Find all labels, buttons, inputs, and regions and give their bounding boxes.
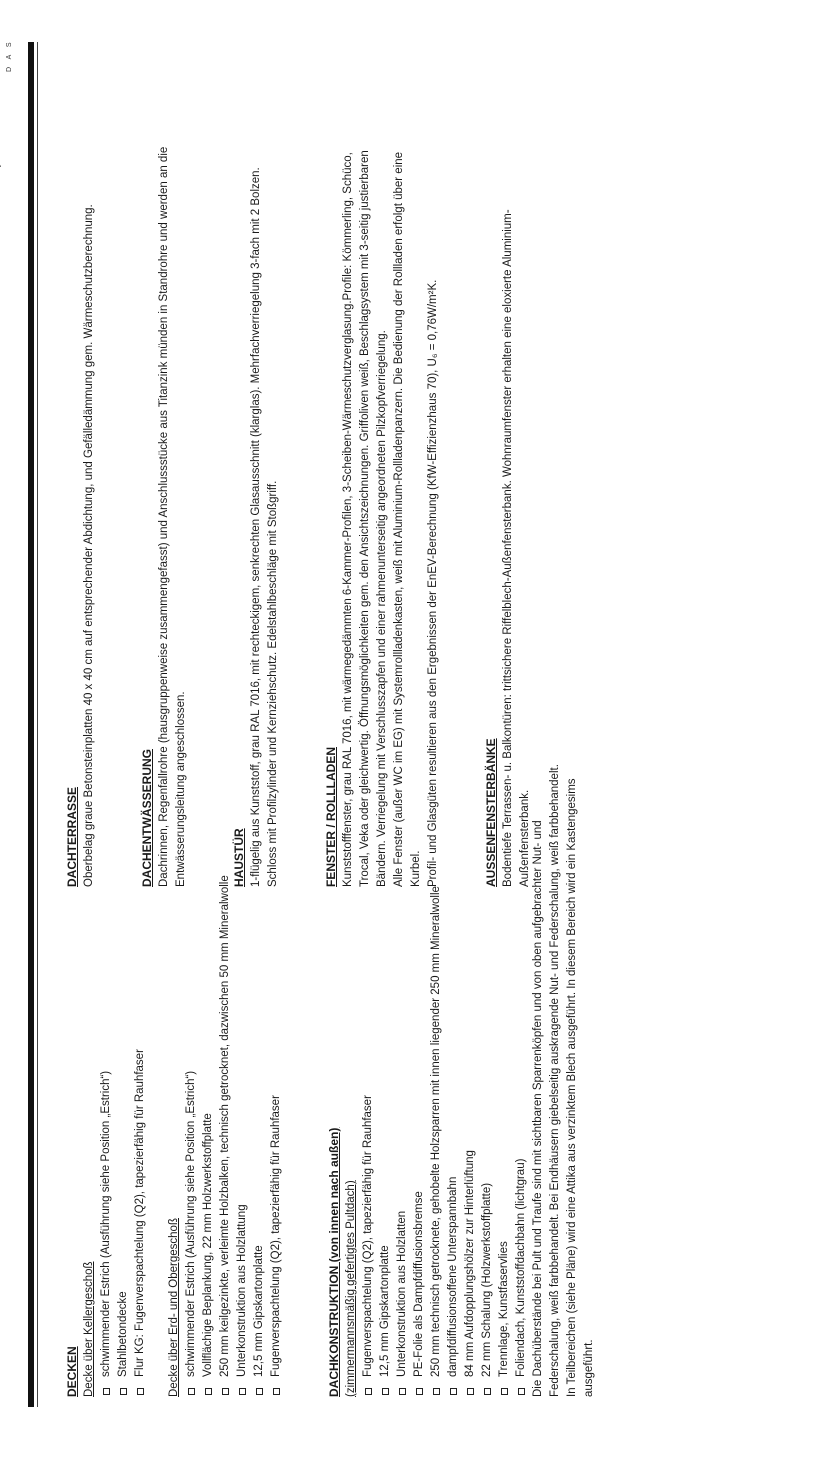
list-item: Flur KG: Fugenverspachtelung (Q2), tapezierfähig für Rauhfaser	[132, 757, 149, 1397]
list-item: 250 mm technisch getrocknete, gehobelte Holzsparren mit innen liegender 250 mm Mineralwolle	[428, 757, 445, 1397]
right-column	[64, 127, 558, 887]
list-item: Unterkonstruktion aus Holzlatten	[394, 757, 411, 1397]
dachentwaesserung-text: Dachrinnen, Regenfallrohre (hausgruppenweise zusammengefasst) und Anschlussstücke aus Titanzink münden in Standrohre und werden an die Entwässerungsleitung angeschlossen.	[158, 146, 187, 887]
list-item: 84 mm Aufdopplungshölzer zur Hinterlüftung	[462, 757, 479, 1397]
fenster-text-1: Kunststofffenster, grau RAL 7016, mit wärmegedämmten 6-Kammer-Profilen, 3-Scheiben-Wärmeschutzverglasung.Profile: Kömmerling, Schüco, Trocal, Veka oder gleichwertig. Öffnungsmöglichkeiten gem. den Ansichtszeichnungen. Griffoliven weiß, Beschlagsystem mit 3-seitig justierbaren Bändern. Verriegelung mit Verschlusszapfen und einer rahmenunterseitig angeordneten Pilzkopfverriegelung.	[342, 150, 388, 887]
list-item: Vollflächige Beplankung, 22 mm Holzwerkstoffplatte	[200, 757, 217, 1397]
aussenfensterbaenke-text: Bodentiefe Terrassen- u. Balkontüren: trittsichere Riffelblech-Außenfensterbank. Wohnraumfenster erhalten eine eloxierte Aluminium-Außenfensterbank.	[502, 209, 531, 887]
dachterrasse-text: Oberbelag graue Betonsteinplatten 40 x 40 cm auf entsprechender Abdichtung, und Gefälledämmung gem. Wärmeschutzberechnung.	[83, 204, 95, 887]
heading-decken: DECKEN	[65, 1346, 79, 1397]
heading-aussenfensterbaenke: AUSSENFENSTERBÄNKE	[484, 738, 498, 887]
list-item: schwimmender Estrich (Ausführung siehe Position „Estrich“)	[98, 757, 115, 1397]
fenster-text-3: Profil- und Glasgüten resultieren aus den Ergebnissen der EnEV-Berechnung (KfW-Effizienzhaus 70), U₆ = 0,76W/m²K.	[427, 279, 439, 887]
heading-dachentwaesserung: DACHENTWÄSSERUNG	[140, 749, 154, 887]
list-item: Trennlage, Kunstfaservlies	[496, 757, 513, 1397]
heading-dachterrasse: DACHTERRASSE	[65, 786, 79, 887]
list-item: 12,5 mm Gipskartonplatte	[251, 757, 268, 1397]
section-dachentwaesserung	[139, 127, 190, 887]
list-item: Unterkonstruktion aus Holzlattung	[234, 757, 251, 1397]
list-item: Stahlbetondecke	[115, 757, 132, 1397]
subheading-kellergeschoss: Decke über Kellergeschoß	[83, 1261, 95, 1397]
pen-stroke	[0, 14, 1, 167]
list-item: Fugenverspachtelung (Q2), tapezierfähig für Rauhfaser	[360, 757, 377, 1397]
section-aussenfensterbaenke	[483, 127, 534, 887]
list-item: PE-Folie als Dampfdiffusionsbremse	[411, 757, 428, 1397]
list-item: 250 mm keilgezinkte, verleimte Holzbalken, technisch getrocknet, dazwischen 50 mm Mineralwolle	[217, 757, 234, 1397]
haustuer-text: 1-flügelig aus Kunststoff, grau RAL 7016, mit rechteckigem, senkrechten Glasausschnitt (klarglas). Mehrfachverriegelung 3-fach mit 2 Bolzen. Schloss mit Profilzylinder und Kernziehschutz. Edelstahlbeschläge mit Stoßgriff.	[250, 167, 279, 887]
list-item: 12,5 mm Gipskartonplatte	[377, 757, 394, 1397]
stamp-text: D A S	[6, 39, 13, 72]
header-rule	[28, 42, 34, 1407]
header-rule-thin	[37, 42, 38, 1407]
heading-haustuer: HAUSTÜR	[232, 828, 246, 887]
heading-fenster-rollladen: FENSTER / ROLLLADEN	[324, 747, 338, 887]
heading-dachkonstruktion: DACHKONSTRUKTION (von innen nach außen)	[327, 1127, 341, 1397]
section-fenster-rollladen	[323, 127, 442, 887]
subheading-pultdach: (zimmermannsmäßig gefertigtes Pultdach)	[345, 1180, 357, 1397]
list-item: schwimmender Estrich (Ausführung siehe Position „Estrich“)	[183, 757, 200, 1397]
section-haustuer	[231, 127, 282, 887]
fenster-text-2: Alle Fenster (außer WC im EG) mit Systemrollladenkasten, weiß mit Aluminium-Rollladenpanzern. Die Bedienung der Rollladen erfolgt über eine Kurbel.	[393, 151, 422, 887]
dachueberstand-note: Die Dachüberstände bei Pult und Traufe sind mit sichtbaren Sparrenköpfen und von oben aufgebrachter Nut- und Federschalung, weiß farbbehandelt. Bei Endhäusern giebelseitig auskragende Nut- und Federschalung, weiß farbbehandelt. In Teilbereichen (siehe Pläne) wird eine Attika aus verzinktem Blech ausgeführt. In diesem Bereich wird ein Kastengesims ausgeführt.	[532, 764, 595, 1397]
section-dachterrasse	[64, 127, 98, 887]
list-item: 22 mm Schalung (Holzwerkstoffplatte)	[479, 757, 496, 1397]
list-item: Foliendach, Kunststoffdachbahn (lichtgrau)	[513, 757, 530, 1397]
list-item: dampfdiffusionsoffene Unterspannbahn	[445, 757, 462, 1397]
subheading-erd-obergeschoss: Decke über Erd- und Obergeschoß	[168, 1218, 180, 1397]
list-item: Fugenverspachtelung (Q2), tapezierfähig für Rauhfaser	[268, 757, 285, 1397]
